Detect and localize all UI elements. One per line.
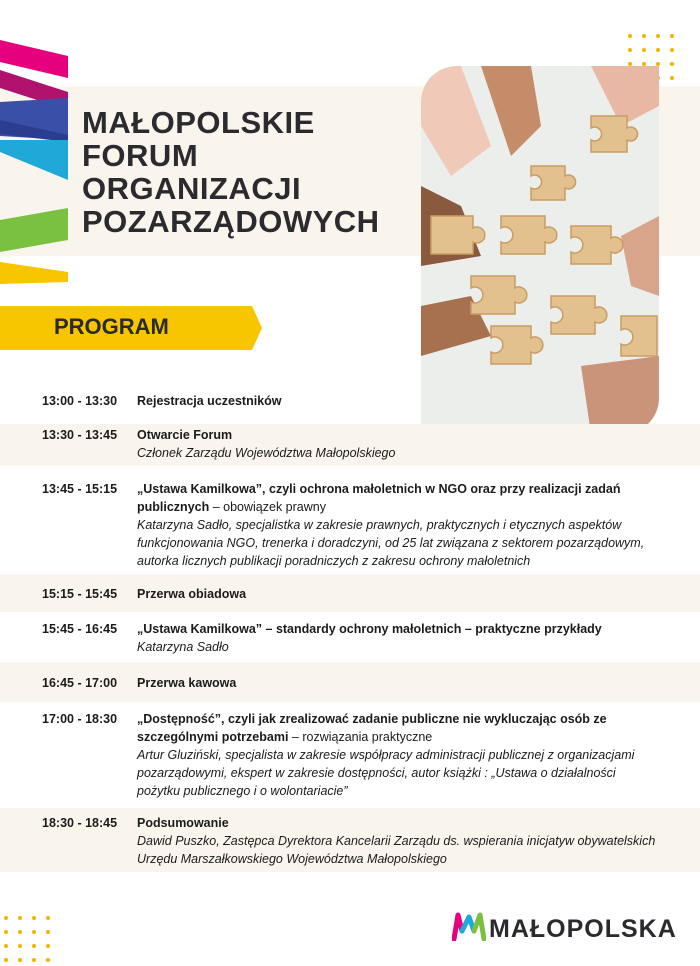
schedule-row <box>0 424 700 466</box>
time-slot: 18:30 - 18:45 <box>42 816 118 830</box>
schedule-row <box>0 706 700 806</box>
program-heading: PROGRAM <box>54 314 169 339</box>
schedule-row <box>0 476 700 572</box>
session-title: Przerwa kawowa <box>137 676 237 690</box>
time-slot: 13:30 - 13:45 <box>42 428 118 442</box>
session-title-line: publicznych <box>137 500 210 514</box>
session-title-line: szczególnymi potrzebami <box>137 730 289 744</box>
malopolska-m-icon <box>452 911 486 941</box>
time-slot: 15:15 - 15:45 <box>42 587 118 601</box>
session-content <box>137 674 677 692</box>
session-title: Przerwa obiadowa <box>137 587 247 601</box>
session-title: Rejestracja uczestników <box>137 394 282 408</box>
session-detail: Katarzyna Sadło, specjalistka w zakresie prawnych, praktycznych i etycznych aspektów <box>137 518 622 532</box>
session-detail: funkcjonowania NGO, trenerka i doradczyni, od 25 lat związana z sektorem pozarządowym, <box>137 536 645 550</box>
session-content <box>137 480 677 570</box>
malopolska-logo-text: MAŁOPOLSKA <box>489 915 677 943</box>
session-detail: Dawid Puszko, Zastępca Dyrektora Kancelarii Zarządu ds. wspierania inicjatyw obywatelskich <box>137 834 656 848</box>
session-content <box>137 585 677 603</box>
title-line-4: POZARZĄDOWYCH <box>82 204 380 239</box>
time-slot: 15:45 - 16:45 <box>42 622 118 636</box>
session-title: „Ustawa Kamilkowa” – standardy ochrony małoletnich – praktyczne przykłady <box>137 622 602 636</box>
schedule-row <box>0 382 700 418</box>
session-title: Podsumowanie <box>137 816 229 830</box>
session-detail: Katarzyna Sadło <box>137 640 229 654</box>
puzzle-hands-photo <box>421 66 659 434</box>
session-content <box>137 710 677 800</box>
schedule-row <box>0 808 700 872</box>
session-content <box>137 426 677 462</box>
session-detail: autorka licznych publikacji poradniczych z zakresu ochrony małoletnich <box>137 554 531 568</box>
schedule-row <box>0 614 700 658</box>
session-subtitle: – obowiązek prawny <box>209 500 326 514</box>
time-slot: 16:45 - 17:00 <box>42 676 118 690</box>
session-detail: Urzędu Marszałkowskiego Województwa Małopolskiego <box>137 852 447 866</box>
time-slot: 13:00 - 13:30 <box>42 394 118 408</box>
session-title-line: „Ustawa Kamilkowa”, czyli ochrona małoletnich w NGO oraz przy realizacji zadań <box>137 482 621 496</box>
decorative-stripes <box>0 40 70 285</box>
session-detail: pozarządowymi, ekspert w zakresie dostępności, autor książki : „Ustawa o działalności <box>137 766 616 780</box>
session-content <box>137 814 677 868</box>
session-subtitle: – rozwiązania praktyczne <box>288 730 433 744</box>
session-title-line: „Dostępność”, czyli jak zrealizować zadanie publiczne nie wykluczając osób ze <box>137 712 607 726</box>
session-title: Otwarcie Forum <box>137 428 233 442</box>
time-slot: 17:00 - 18:30 <box>42 712 118 726</box>
page-title <box>82 106 380 238</box>
session-detail: Członek Zarządu Województwa Małopolskiego <box>137 446 396 460</box>
schedule-row <box>0 662 700 702</box>
title-line-1: MAŁOPOLSKIE <box>82 105 315 140</box>
title-line-2: FORUM <box>82 138 199 173</box>
title-line-3: ORGANIZACJI <box>82 171 302 206</box>
decorative-dots-bottom <box>4 916 64 962</box>
time-slot: 13:45 - 15:15 <box>42 482 118 496</box>
schedule-row <box>0 574 700 612</box>
session-detail: pożytku publicznego i o wolontariacie” <box>137 784 348 798</box>
session-content <box>137 620 677 656</box>
session-content <box>137 392 677 410</box>
session-detail: Artur Gluziński, specjalista w zakresie współpracy administracji publicznej z organizacjami <box>137 748 635 762</box>
